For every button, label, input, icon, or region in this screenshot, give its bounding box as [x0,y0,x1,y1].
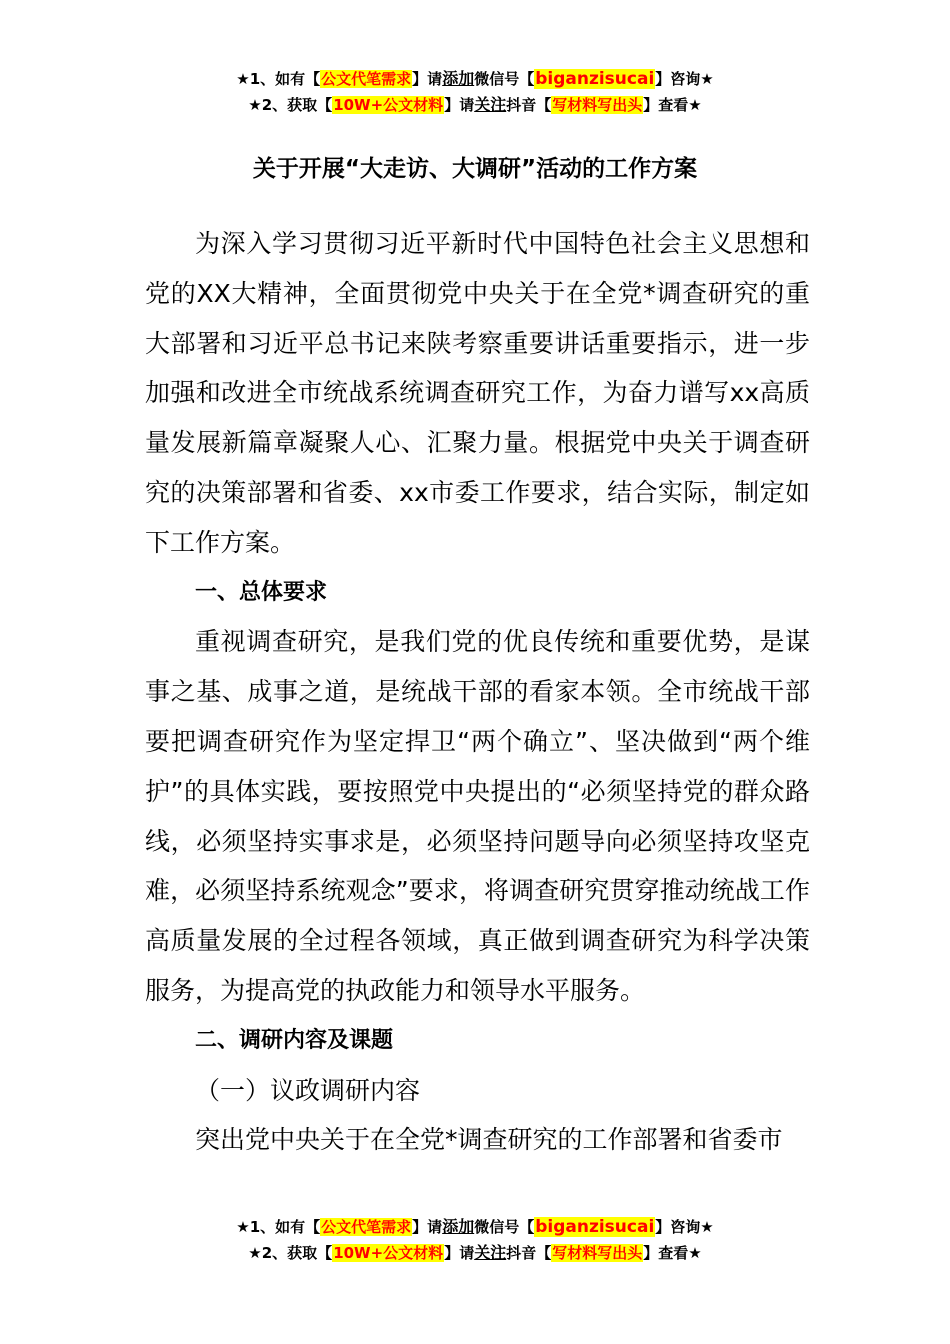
banner-text: 】咨询★ [655,1218,714,1236]
intro-paragraph: 为深入学习贯彻习近平新时代中国特色社会主义思想和党的XX大精神，全面贯彻党中央关于在全党*调查研究的重大部署和习近平总书记来陕考察重要讲话重要指示，进一步加强和改进全市统战系统调查研究工作，为奋力谱写xx高质量发展新篇章凝聚人心、汇聚力量。根据党中央关于调查研究的决策部署和省委、xx市委工作要求，结合实际，制定如下工作方案。 [145,229,810,557]
banner-underlined: 添加 [442,1217,475,1236]
banner-line-1 [0,1214,950,1240]
banner-wechat-id: biganzisucai [535,69,655,89]
banner-underlined: 添加 [442,69,475,88]
banner-text: ★2、获取【 [248,96,333,114]
banner-highlight: 10W+公文材料 [333,1244,444,1262]
document-title: 关于开展“大走访、大调研”活动的工作方案 [252,156,698,182]
banner-underlined: 关注 [474,1243,507,1262]
banner-highlight: 公文代笔需求 [321,70,412,88]
banner-text: ★1、如有【 [236,1218,321,1236]
banner-highlight: 10W+公文材料 [333,96,444,114]
banner-highlight: 公文代笔需求 [321,1218,412,1236]
banner-text: 】请 [444,1244,475,1262]
banner-line-2 [0,1240,950,1266]
banner-line-1 [0,66,950,92]
banner-douyin-id: 写材料写出头 [552,1244,643,1262]
section-paragraph-1: 重视调查研究，是我们党的优良传统和重要优势，是谋事之基、成事之道，是统战干部的看家本领。全市统战干部要把调查研究作为坚定捍卫“两个确立”、坚决做到“两个维护”的具体实践，要按照党中央提出的“必须坚持党的群众路线，必须坚持实事求是，必须坚持问题导向必须坚持攻坚克难，必须坚持系统观念”要求，将调查研究贯穿推动统战工作高质量发展的全过程各领域，真正做到调查研究为科学决策服务，为提高党的执政能力和领导水平服务。 [145,627,810,1005]
banner-underlined: 关注 [474,95,507,114]
banner-text: 】请 [412,1218,443,1236]
banner-text: 抖音【 [506,1244,552,1262]
banner-text: 】查看★ [643,1244,702,1262]
subsection-paragraph-1: 突出党中央关于在全党*调查研究的工作部署和省委市 [195,1125,783,1155]
document-body [145,219,810,1165]
banner-douyin-id: 写材料写出头 [552,96,643,114]
banner-text: 抖音【 [506,96,552,114]
banner-text: ★1、如有【 [236,70,321,88]
banner-text: 微信号【 [474,1218,535,1236]
banner-wechat-id: biganzisucai [535,1217,655,1237]
banner-text: 】请 [444,96,475,114]
banner-line-2 [0,92,950,118]
banner-text: 微信号【 [474,70,535,88]
header-banner [0,66,950,118]
section-heading-2: 二、调研内容及课题 [194,1027,393,1053]
section-heading-1: 一、总体要求 [194,579,327,605]
banner-text: 】咨询★ [655,70,714,88]
banner-text: 】查看★ [643,96,702,114]
banner-text: ★2、获取【 [248,1244,333,1262]
footer-banner [0,1214,950,1266]
subsection-heading-1: （一）议政调研内容 [195,1075,421,1105]
banner-text: 】请 [412,70,443,88]
